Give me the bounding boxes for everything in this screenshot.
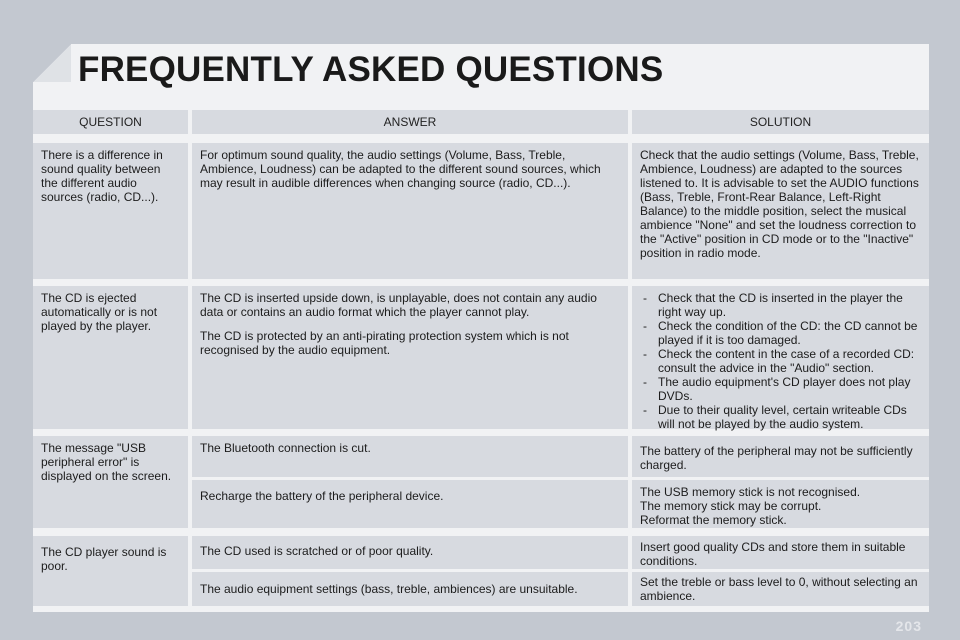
list-item: - Check that the CD is inserted in the player the right way up. bbox=[640, 291, 921, 319]
question-text: The CD is ejected automatically or is not played by the player. bbox=[41, 291, 158, 333]
answer-text: The CD used is scratched or of poor quality. bbox=[200, 544, 434, 558]
question-cell bbox=[33, 143, 188, 279]
question-cell bbox=[33, 436, 188, 528]
answer-text: For optimum sound quality, the audio settings (Volume, Bass, Treble, Ambience, Loudness) can be adapted to the different sound sources, which may result in audible differences when changing source (radio, CD...). bbox=[200, 148, 601, 190]
solution-text: Set the treble or bass level to 0, without selecting an ambience. bbox=[640, 575, 918, 603]
question-text: The message "USB peripheral error" is displayed on the screen. bbox=[41, 441, 172, 483]
solution-cell bbox=[632, 572, 929, 606]
solution-text: The battery of the peripheral may not be sufficiently charged. bbox=[640, 444, 913, 472]
solution-text: Insert good quality CDs and store them in suitable conditions. bbox=[640, 540, 906, 568]
solution-cell bbox=[632, 536, 929, 569]
list-item: - Check the content in the case of a recorded CD: consult the advice in the "Audio" section. bbox=[640, 347, 921, 375]
solution-list bbox=[640, 291, 921, 431]
question-cell bbox=[33, 536, 188, 606]
list-item: - The audio equipment's CD player does not play DVDs. bbox=[640, 375, 921, 403]
solution-cell bbox=[632, 436, 929, 477]
solution-cell bbox=[632, 286, 929, 429]
answer-text: The CD is inserted upside down, is unplayable, does not contain any audio data or contains an audio format which the player cannot play. bbox=[200, 291, 597, 319]
answer-cell bbox=[192, 572, 628, 606]
solution-cell bbox=[632, 143, 929, 279]
solution-text: Check that the audio settings (Volume, Bass, Treble, Ambience, Loudness) are adapted to the sources listened to. It is advisable to set the AUDIO functions (Bass, Treble, Front-Rear Balance, Left-Right Balance) to the middle position, select the musical ambience "None" and set the loudness correction to the "Active" position in CD mode or to the "Inactive" position in radio mode. bbox=[640, 148, 919, 260]
answer-text: Recharge the battery of the peripheral device. bbox=[200, 489, 444, 503]
header-answer: ANSWER bbox=[192, 110, 628, 134]
page-corner-fold bbox=[33, 44, 71, 82]
header-solution: SOLUTION bbox=[632, 110, 929, 134]
answer-text: The audio equipment settings (bass, treble, ambiences) are unsuitable. bbox=[200, 582, 578, 596]
question-text: The CD player sound is poor. bbox=[41, 545, 167, 573]
answer-text: The CD is protected by an anti-pirating protection system which is not recognised by the audio equipment. bbox=[200, 329, 569, 357]
answer-cell bbox=[192, 143, 628, 279]
answer-cell bbox=[192, 536, 628, 569]
solution-cell bbox=[632, 480, 929, 528]
question-cell bbox=[33, 286, 188, 429]
answer-text: The Bluetooth connection is cut. bbox=[200, 441, 371, 455]
question-text: There is a difference in sound quality between the different audio sources (radio, CD...). bbox=[41, 148, 163, 204]
answer-cell bbox=[192, 286, 628, 429]
page-title: FREQUENTLY ASKED QUESTIONS bbox=[78, 50, 664, 89]
list-item: - Check the condition of the CD: the CD cannot be played if it is too damaged. bbox=[640, 319, 921, 347]
list-item: - Due to their quality level, certain writeable CDs will not be played by the audio system. bbox=[640, 403, 921, 431]
solution-line: Reformat the memory stick. bbox=[640, 513, 787, 527]
solution-line: The USB memory stick is not recognised. bbox=[640, 485, 861, 499]
page-number: 203 bbox=[895, 618, 922, 634]
answer-cell bbox=[192, 436, 628, 477]
answer-cell bbox=[192, 480, 628, 528]
solution-line: The memory stick may be corrupt. bbox=[640, 499, 822, 513]
header-question: QUESTION bbox=[33, 110, 188, 134]
